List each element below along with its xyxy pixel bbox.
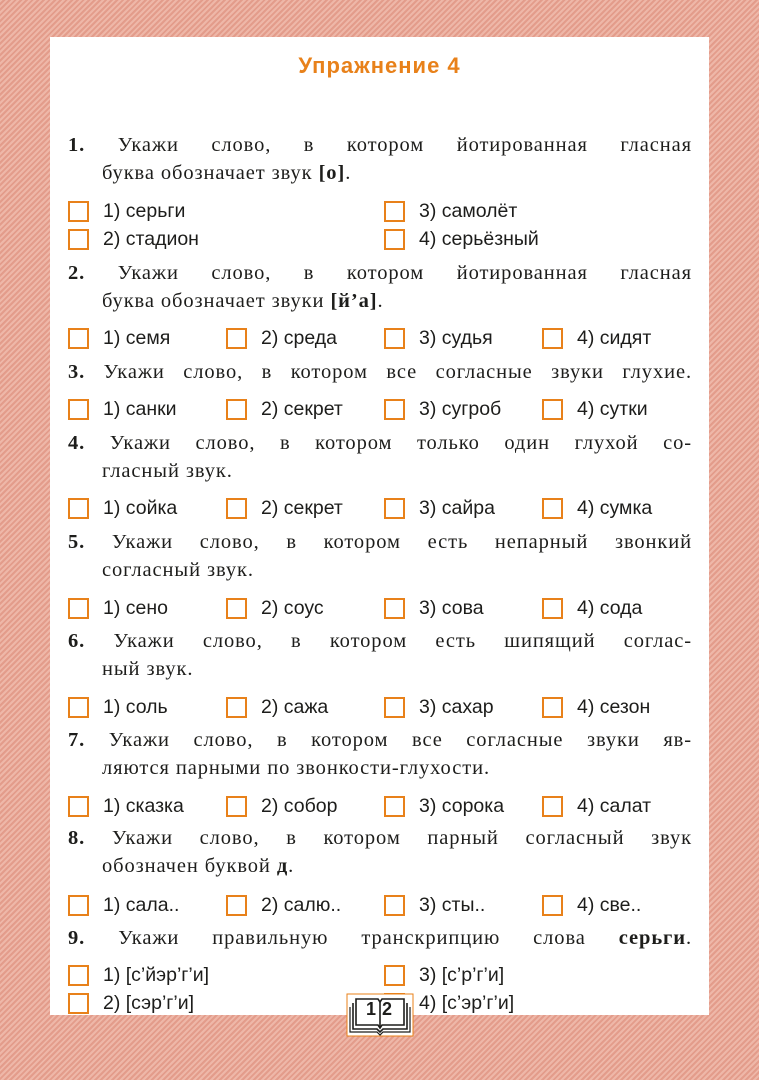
checkbox[interactable] <box>542 697 563 718</box>
question-text: Укажи слово, в котором йотированная гласная <box>117 134 692 156</box>
checkbox[interactable] <box>68 328 89 349</box>
question-text: Укажи слово, в котором есть непарный звонкий <box>111 531 693 553</box>
question-number: 1. <box>68 134 86 156</box>
checkbox[interactable] <box>384 796 405 817</box>
answer-label: 3) самолёт <box>419 199 518 222</box>
answer-label: 1) сено <box>103 596 168 619</box>
answer-options-4 <box>68 494 692 522</box>
answer-options-1 <box>68 197 692 225</box>
question-8 <box>68 824 692 880</box>
question-text: обозначен буквой <box>102 855 277 877</box>
answer-label: 2) собор <box>261 794 338 817</box>
answer-label: 4) [с’эр’г’и] <box>419 991 515 1014</box>
checkbox[interactable] <box>68 993 89 1014</box>
question-number: 6. <box>68 630 86 652</box>
checkbox[interactable] <box>542 498 563 519</box>
question-6 <box>68 627 692 683</box>
question-text-bold: [о] <box>318 162 346 184</box>
question-text: Укажи слово, в котором только один глухой со- <box>109 432 692 454</box>
question-9 <box>68 924 692 952</box>
answer-label: 3) сорока <box>419 794 505 817</box>
answer-label: 3) сова <box>419 596 484 619</box>
answer-label: 4) сумка <box>577 496 653 519</box>
worksheet-page <box>50 37 709 1015</box>
answer-option[interactable] <box>542 891 641 919</box>
page-number-badge <box>346 993 414 1037</box>
answer-label: 1) санки <box>103 397 177 420</box>
question-text: Укажи правильную транскрипцию слова <box>118 927 619 949</box>
answer-label: 2) секрет <box>261 496 343 519</box>
answer-label: 3) сайра <box>419 496 495 519</box>
checkbox[interactable] <box>384 498 405 519</box>
answer-label: 1) сказка <box>103 794 184 817</box>
checkbox[interactable] <box>226 498 247 519</box>
question-text: буква обозначает звук <box>102 162 319 184</box>
answer-option[interactable] <box>542 594 642 622</box>
question-number: 2. <box>68 262 86 284</box>
answer-option[interactable] <box>68 324 170 352</box>
answer-label: 2) салю.. <box>261 893 342 916</box>
checkbox[interactable] <box>226 399 247 420</box>
checkbox[interactable] <box>542 598 563 619</box>
answer-label: 3) судья <box>419 326 493 349</box>
question-number: 3. <box>68 361 86 383</box>
checkbox[interactable] <box>226 328 247 349</box>
answer-option[interactable] <box>226 494 343 522</box>
answer-label: 1) серьги <box>103 199 186 222</box>
answer-label: 2) среда <box>261 326 337 349</box>
checkbox[interactable] <box>542 796 563 817</box>
answer-label: 3) сты.. <box>419 893 486 916</box>
question-text: буква обозначает звуки <box>102 290 331 312</box>
checkbox[interactable] <box>68 697 89 718</box>
answer-option[interactable] <box>542 324 651 352</box>
answer-label: 2) [сэр’г’и] <box>103 991 195 1014</box>
answer-label: 1) сала.. <box>103 893 180 916</box>
question-number: 9. <box>68 927 86 949</box>
answer-option[interactable] <box>384 594 484 622</box>
checkbox[interactable] <box>542 895 563 916</box>
answer-option[interactable] <box>384 324 493 352</box>
answer-label: 1) [с’йэр’г’и] <box>103 963 210 986</box>
answer-options-9 <box>68 961 692 989</box>
question-text: . <box>685 927 693 949</box>
question-text-bold: д <box>276 855 289 877</box>
answer-option[interactable] <box>542 494 652 522</box>
question-text: Укажи слово, в котором все согласные звуки яв- <box>108 729 692 751</box>
answer-label: 4) сутки <box>577 397 648 420</box>
answer-option[interactable] <box>68 225 199 253</box>
question-number: 4. <box>68 432 86 454</box>
answer-option[interactable] <box>68 594 168 622</box>
answer-label: 2) соус <box>261 596 324 619</box>
question-number: 5. <box>68 531 86 553</box>
answer-options-1b <box>68 225 692 253</box>
answer-option[interactable] <box>226 324 337 352</box>
checkbox[interactable] <box>384 895 405 916</box>
answer-option[interactable] <box>68 891 179 919</box>
question-text: ный звук. <box>102 658 194 680</box>
answer-options-7 <box>68 792 692 820</box>
question-text: Укажи слово, в котором все согласные звуки глухие. <box>103 361 692 383</box>
answer-label: 1) соль <box>103 695 168 718</box>
answer-option[interactable] <box>226 395 343 423</box>
answer-option[interactable] <box>68 792 184 820</box>
answer-option[interactable] <box>68 395 177 423</box>
answer-option[interactable] <box>384 225 539 253</box>
checkbox[interactable] <box>68 201 89 222</box>
answer-option[interactable] <box>226 792 337 820</box>
answer-option[interactable] <box>542 395 648 423</box>
answer-option[interactable] <box>384 494 495 522</box>
answer-option[interactable] <box>68 693 168 721</box>
question-text: . <box>377 290 384 312</box>
answer-label: 4) серьёзный <box>419 227 539 250</box>
answer-option[interactable] <box>384 693 494 721</box>
answer-option[interactable] <box>542 693 650 721</box>
answer-option[interactable] <box>384 961 504 989</box>
answer-label: 4) сода <box>577 596 643 619</box>
checkbox[interactable] <box>68 965 89 986</box>
answer-option[interactable] <box>384 891 485 919</box>
answer-options-6 <box>68 693 692 721</box>
question-text: Укажи слово, в котором парный согласный звук <box>111 827 693 849</box>
question-text: . <box>288 855 295 877</box>
answer-label: 4) све.. <box>577 893 642 916</box>
checkbox[interactable] <box>384 965 405 986</box>
answer-option[interactable] <box>226 891 341 919</box>
page-number: 12 <box>365 999 399 1019</box>
answer-option[interactable] <box>68 961 209 989</box>
checkbox[interactable] <box>384 328 405 349</box>
question-7 <box>68 726 692 782</box>
question-5 <box>68 528 692 584</box>
question-text-bold: серьги <box>618 927 686 949</box>
checkbox[interactable] <box>384 697 405 718</box>
answer-label: 4) сидят <box>577 326 652 349</box>
checkbox[interactable] <box>68 895 89 916</box>
checkbox[interactable] <box>226 796 247 817</box>
question-number: 7. <box>68 729 86 751</box>
checkbox[interactable] <box>384 229 405 250</box>
checkbox[interactable] <box>68 598 89 619</box>
question-text: . <box>345 162 352 184</box>
answer-option[interactable] <box>542 792 651 820</box>
answer-option[interactable] <box>68 989 194 1017</box>
checkbox[interactable] <box>384 399 405 420</box>
answer-option[interactable] <box>226 594 324 622</box>
answer-option[interactable] <box>384 197 517 225</box>
question-2 <box>68 259 692 315</box>
answer-options-8 <box>68 891 692 919</box>
checkbox[interactable] <box>68 229 89 250</box>
checkbox[interactable] <box>542 399 563 420</box>
answer-option[interactable] <box>226 693 328 721</box>
checkbox[interactable] <box>68 796 89 817</box>
question-number: 8. <box>68 827 86 849</box>
answer-label: 1) сойка <box>103 496 178 519</box>
question-text-bold: [й’а] <box>330 290 378 312</box>
checkbox[interactable] <box>68 399 89 420</box>
answer-label: 4) салат <box>577 794 652 817</box>
answer-options-2 <box>68 324 692 352</box>
question-text: Укажи слово, в котором есть шипящий соглас- <box>113 630 692 652</box>
checkbox[interactable] <box>384 598 405 619</box>
answer-label: 3) [с’р’г’и] <box>419 963 505 986</box>
answer-option[interactable] <box>68 197 185 225</box>
checkbox[interactable] <box>542 328 563 349</box>
answer-label: 2) стадион <box>103 227 199 250</box>
answer-option[interactable] <box>68 494 177 522</box>
answer-label: 2) секрет <box>261 397 343 420</box>
question-text: Укажи слово, в котором йотированная гласная <box>117 262 692 284</box>
answer-option[interactable] <box>384 792 504 820</box>
question-text: согласный звук. <box>102 559 254 581</box>
question-text: гласный звук. <box>102 460 233 482</box>
answer-option[interactable] <box>384 395 501 423</box>
question-1 <box>68 131 692 187</box>
answer-label: 4) сезон <box>577 695 651 718</box>
answer-label: 1) семя <box>103 326 171 349</box>
checkbox[interactable] <box>226 895 247 916</box>
checkbox[interactable] <box>68 498 89 519</box>
checkbox[interactable] <box>384 201 405 222</box>
answer-label: 3) сугроб <box>419 397 502 420</box>
exercise-title: Упражнение 4 <box>298 53 461 78</box>
answer-label: 3) сахар <box>419 695 494 718</box>
checkbox[interactable] <box>226 697 247 718</box>
checkbox[interactable] <box>226 598 247 619</box>
answer-options-5 <box>68 594 692 622</box>
answer-options-3 <box>68 395 692 423</box>
question-text: ляются парными по звонкости-глухости. <box>102 757 490 779</box>
answer-label: 2) сажа <box>261 695 329 718</box>
question-3 <box>68 358 692 386</box>
question-4 <box>68 429 692 485</box>
